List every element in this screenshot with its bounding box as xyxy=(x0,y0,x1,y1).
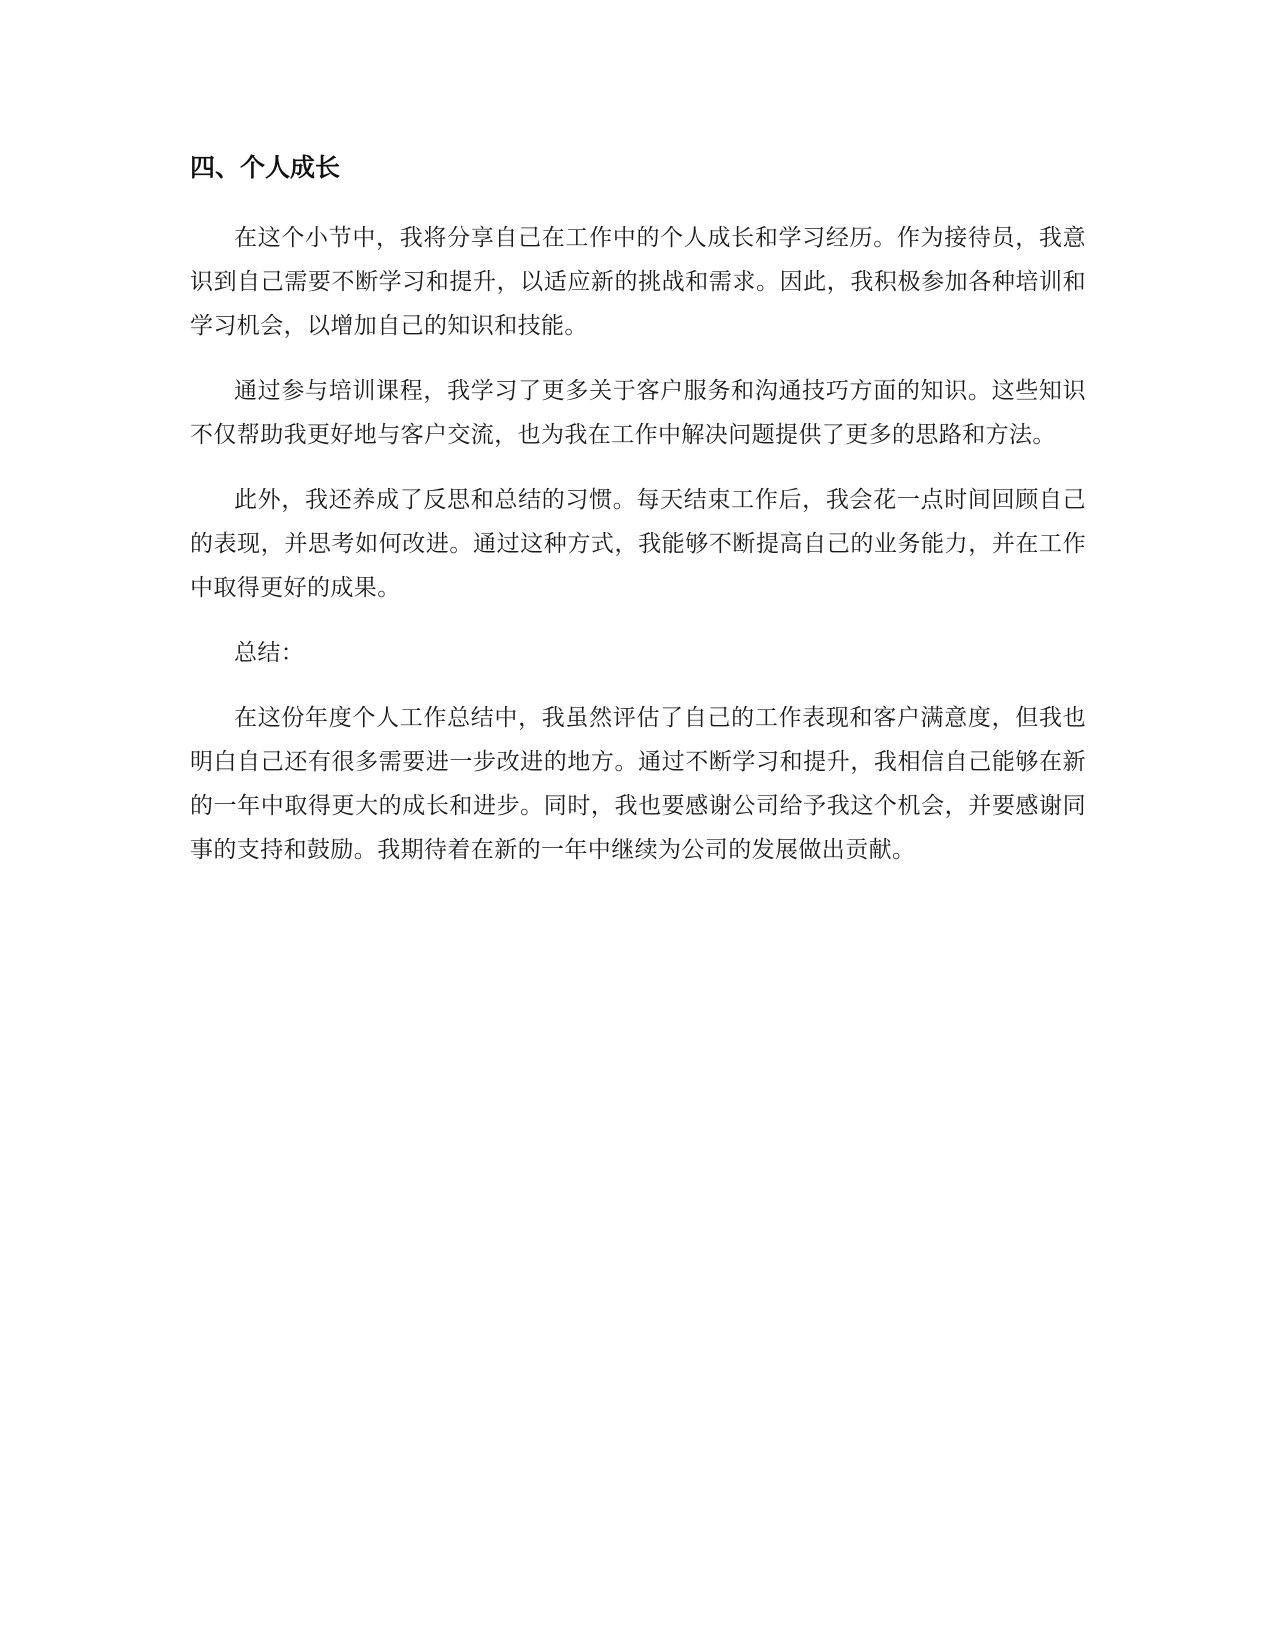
section-heading: 四、个人成长 xyxy=(190,153,341,182)
paragraph-personal-growth-intro: 在这个小节中，我将分享自己在工作中的个人成长和学习经历。作为接待员，我意识到自己需要不断学习和提升，以适应新的挑战和需求。因此，我积极参加各种培训和学习机会，以增加自己的知识和技能。 xyxy=(190,225,1086,339)
summary-label: 总结： xyxy=(234,640,305,666)
paragraph-reflection: 此外，我还养成了反思和总结的习惯。每天结束工作后，我会花一点时间回顾自己的表现，并思考如何改进。通过这种方式，我能够不断提高自己的业务能力，并在工作中取得更好的成果。 xyxy=(190,487,1086,601)
paragraph-summary: 在这份年度个人工作总结中，我虽然评估了自己的工作表现和客户满意度，但我也明白自己还有很多需要进一步改进的地方。通过不断学习和提升，我相信自己能够在新的一年中取得更大的成长和进步。同时，我也要感谢公司给予我这个机会，并要感谢同事的支持和鼓励。我期待着在新的一年中继续为公司的发展做出贡献。 xyxy=(190,705,1086,863)
paragraph-training: 通过参与培训课程，我学习了更多关于客户服务和沟通技巧方面的知识。这些知识不仅帮助我更好地与客户交流，也为我在工作中解决问题提供了更多的思路和方法。 xyxy=(190,378,1086,448)
document-body xyxy=(190,150,1086,893)
